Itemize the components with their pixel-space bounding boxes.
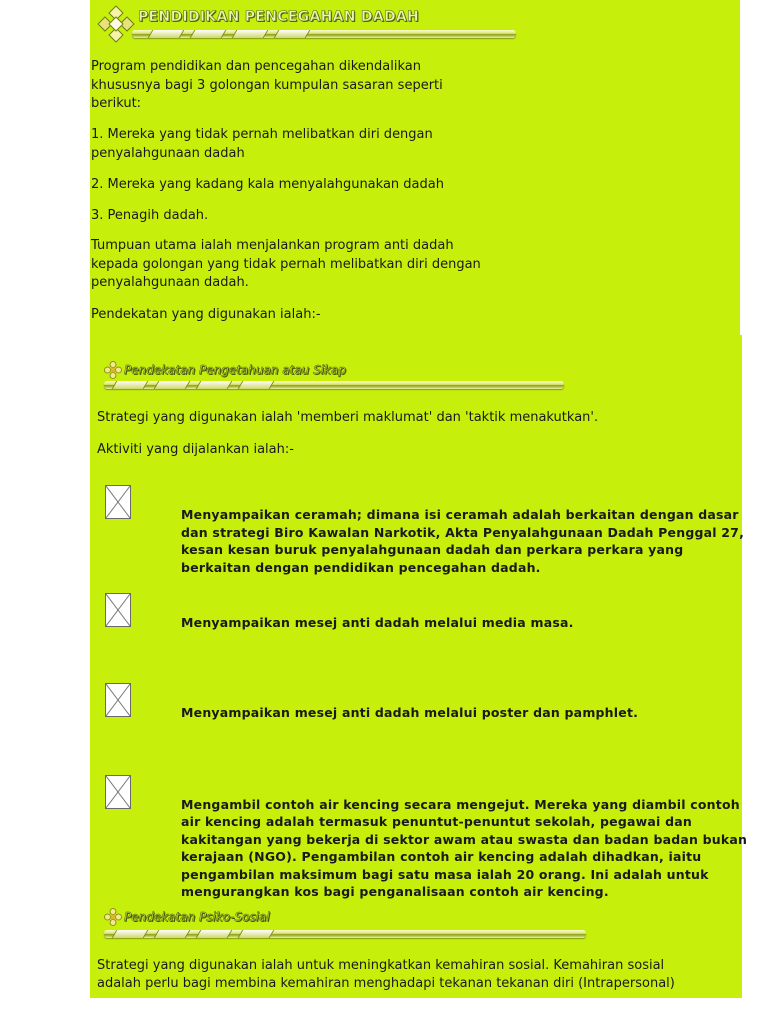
activity-4-line-1: Mengambil contoh air kencing secara mengejut. Mereka yang diambil contoh [181,797,740,812]
section2-title: Pendekatan Psiko-Sosial [124,910,270,924]
main-header-title: PENDIDIKAN PENCEGAHAN DADAH [138,9,420,25]
main-header-banner [92,2,516,46]
section2-strategy-line-1: Strategi yang digunakan ialah untuk meningkatkan kemahiran sosial. Kemahiran sosial [97,958,665,973]
flower-bullet-icon [104,361,122,379]
activity-2-line-1: Menyampaikan mesej anti dadah melalui media masa. [181,615,574,630]
section2-decorative-bar [104,930,586,938]
section2-strategy-line-2: adalah perlu bagi membina kemahiran menghadapi tekanan tekanan diri (Intrapersonal) [97,976,675,991]
activity-1-line-1: Menyampaikan ceramah; dimana isi ceramah adalah berkaitan dengan dasar [181,507,739,522]
focus-line-3: penyalahgunaan dadah. [91,275,249,290]
activity-4-line-2: air kencing adalah termasuk penuntut-penuntut sekolah, pegawai dan [181,814,692,829]
diamonds-ornament-icon [96,4,136,44]
target-group-2: 2. Mereka yang kadang kala menyalahgunakan dadah [91,177,444,192]
activity-4-line-3: kakitangan yang bekerja di sektor awam atau swasta dan badan badan bukan [181,832,748,847]
broken-image-placeholder-icon [105,485,131,519]
activity-4-line-4: kerajaan (NGO). Pengambilan contoh air kencing adalah dihadkan, iaitu [181,849,702,864]
broken-image-placeholder-icon [105,683,131,717]
approach-label: Pendekatan yang digunakan ialah:- [91,307,321,322]
intro-line-1: Program pendidikan dan pencegahan dikendalikan [91,59,421,74]
focus-line-2: kepada golongan yang tidak pernah melibatkan diri dengan [91,257,481,272]
section1-header [100,358,566,392]
activity-4-line-6: mengurangkan kos bagi penganalisaan contoh air kencing. [181,884,609,899]
section1-activities-label: Aktiviti yang dijalankan ialah:- [97,442,294,457]
intro-line-3: berikut: [91,96,142,111]
section1-strategy: Strategi yang digunakan ialah 'memberi maklumat' dan 'taktik menakutkan'. [97,410,599,425]
header-decorative-bar [132,30,516,38]
section1-decorative-bar [104,381,564,389]
target-group-3: 3. Penagih dadah. [91,208,209,223]
activity-1-line-3: kesan kesan buruk penyalahgunaan dadah dan perkara perkara yang [181,542,684,557]
flower-bullet-icon [104,908,122,926]
intro-line-2: khususnya bagi 3 golongan kumpulan sasaran seperti [91,78,443,93]
activity-1-line-2: dan strategi Biro Kawalan Narkotik, Akta Penyalahgunaan Dadah Penggal 27, [181,525,745,540]
target-group-1-line-2: penyalahgunaan dadah [91,146,245,161]
broken-image-placeholder-icon [105,775,131,809]
broken-image-placeholder-icon [105,593,131,627]
activity-4-line-5: pengambilan maksimum bagi satu masa ialah 20 orang. Ini adalah untuk [181,867,709,882]
section1-title: Pendekatan Pengetahuan atau Sikap [124,363,346,377]
activity-3-line-1: Menyampaikan mesej anti dadah melalui poster dan pamphlet. [181,705,639,720]
activity-1-line-4: berkaitan dengan pendidikan pencegahan dadah. [181,560,541,575]
focus-line-1: Tumpuan utama ialah menjalankan program anti dadah [91,238,454,253]
section2-header [100,905,588,943]
target-group-1-line-1: 1. Mereka yang tidak pernah melibatkan diri dengan [91,127,433,142]
